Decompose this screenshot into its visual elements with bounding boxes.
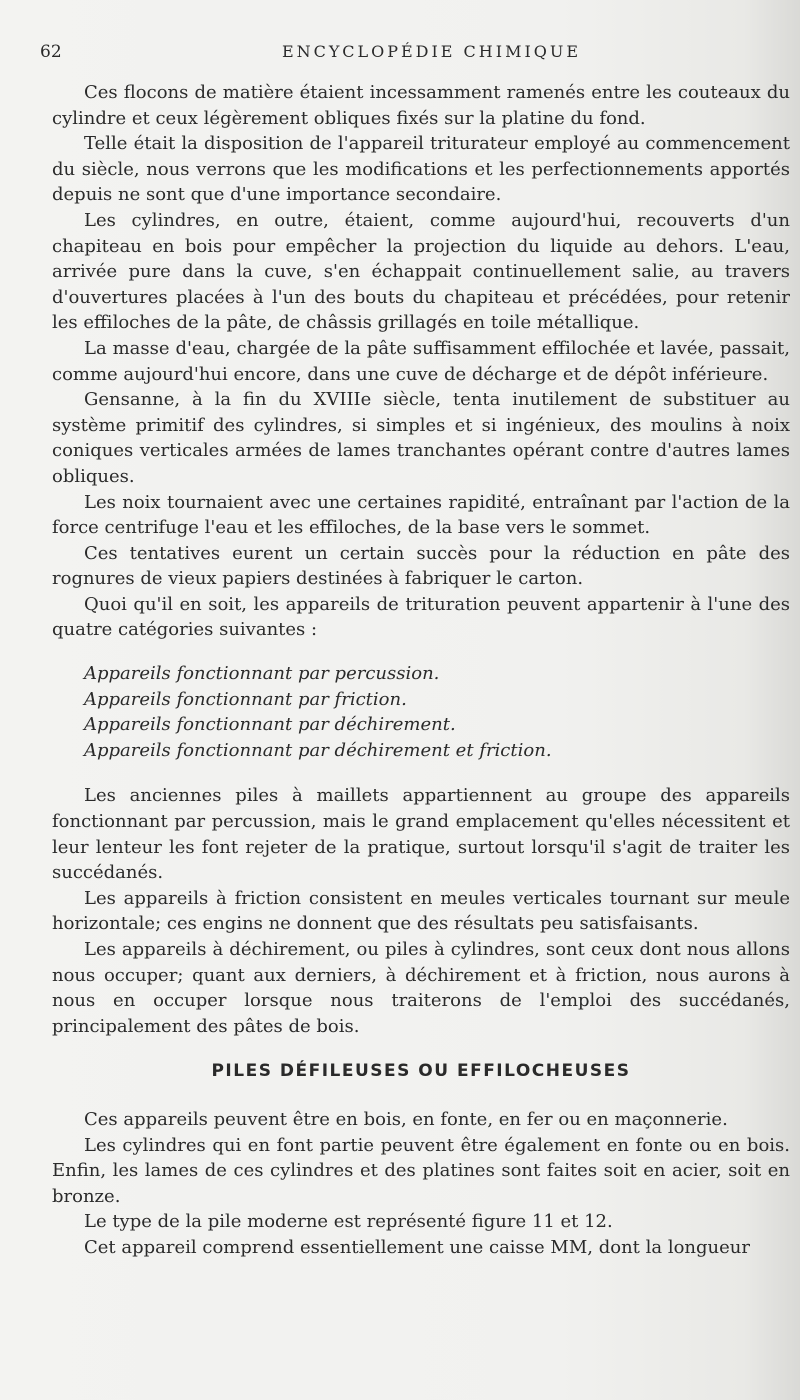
section-title: PILES DÉFILEUSES OU EFFILOCHEUSES xyxy=(211,1061,631,1082)
paragraph: Les cylindres, en outre, étaient, comme aujourd'hui, recouverts d'un chapiteau en bois pour empêcher la projection du liquide au dehors. L'eau, arrivée pure dans la cuve, s'en échappait continuellement salie, au travers d'ouvertures placées à l'un des bouts du chapiteau et précédées, pour retenir les effiloches de la pâte, de châssis grillagés en toile métallique. xyxy=(52,209,790,334)
paragraph: Les noix tournaient avec une certaines rapidité, entraînant par l'action de la force centrifuge l'eau et les effiloches, de la base vers le sommet. xyxy=(52,491,790,539)
body-text xyxy=(52,80,790,1261)
page-number: 62 xyxy=(40,42,62,62)
category-item: Appareils fonctionnant par déchirement et friction. xyxy=(84,739,552,761)
category-item: Appareils fonctionnant par déchirement. xyxy=(84,714,456,736)
paragraph: Quoi qu'il en soit, les appareils de trituration peuvent appartenir à l'une des quatre catégories suivantes : xyxy=(52,593,790,641)
paragraph: Ces flocons de matière étaient incessamment ramenés entre les couteaux du cylindre et ceux légèrement obliques fixés sur la platine du fond. xyxy=(52,82,790,129)
paragraph: Les appareils à friction consistent en meules verticales tournant sur meule horizontale; ces engins ne donnent que des résultats peu satisfaisants. xyxy=(52,887,790,935)
paragraph: Les appareils à déchirement, ou piles à cylindres, sont ceux dont nous allons nous occuper; quant aux derniers, à déchirement et à friction, nous aurons à nous en occuper lorsque nous traiterons de l'emploi des succédanés, principalement des pâtes de bois. xyxy=(52,939,790,1037)
paragraph: Les cylindres qui en font partie peuvent être également en fonte ou en bois. Enfin, les lames de ces cylindres et des platines sont faites soit en acier, soit en bronze. xyxy=(52,1134,790,1207)
category-item: Appareils fonctionnant par friction. xyxy=(84,688,407,710)
categories-list xyxy=(52,661,790,763)
paragraph: Les anciennes piles à maillets appartiennent au groupe des appareils fonctionnant par percussion, mais le grand emplacement qu'elles nécessitent et leur lenteur les font rejeter de la pratique, surtout lorsqu'il s'agit de traiter les succédanés. xyxy=(52,785,790,884)
paragraph: Gensanne, à la fin du XVIIIe siècle, tenta inutilement de substituer au système primitif des cylindres, si simples et si ingénieux, des moulins à noix coniques verticales armées de lames tranchantes opérant contre d'autres lames obliques. xyxy=(52,389,790,487)
paragraph: Ces appareils peuvent être en bois, en fonte, en fer ou en maçonnerie. xyxy=(84,1108,728,1130)
paragraph: Le type de la pile moderne est représenté figure 11 et 12. xyxy=(84,1211,613,1233)
category-item: Appareils fonctionnant par percussion. xyxy=(84,663,440,685)
page-header xyxy=(40,42,785,66)
paragraph: Telle était la disposition de l'appareil triturateur employé au commencement du siècle, nous verrons que les modifications et les perfectionnements apportés depuis ne sont que d'une importance secondaire. xyxy=(52,133,790,206)
paragraph: Ces tentatives eurent un certain succès pour la réduction en pâte des rognures de vieux papiers destinées à fabriquer le carton. xyxy=(52,542,790,590)
paragraph: Cet appareil comprend essentiellement une caisse MM, dont la longueur xyxy=(84,1236,750,1258)
paragraph: La masse d'eau, chargée de la pâte suffisamment effilochée et lavée, passait, comme aujourd'hui encore, dans une cuve de décharge et de dépôt inférieure. xyxy=(52,337,790,385)
running-title: ENCYCLOPÉDIE CHIMIQUE xyxy=(282,42,582,61)
